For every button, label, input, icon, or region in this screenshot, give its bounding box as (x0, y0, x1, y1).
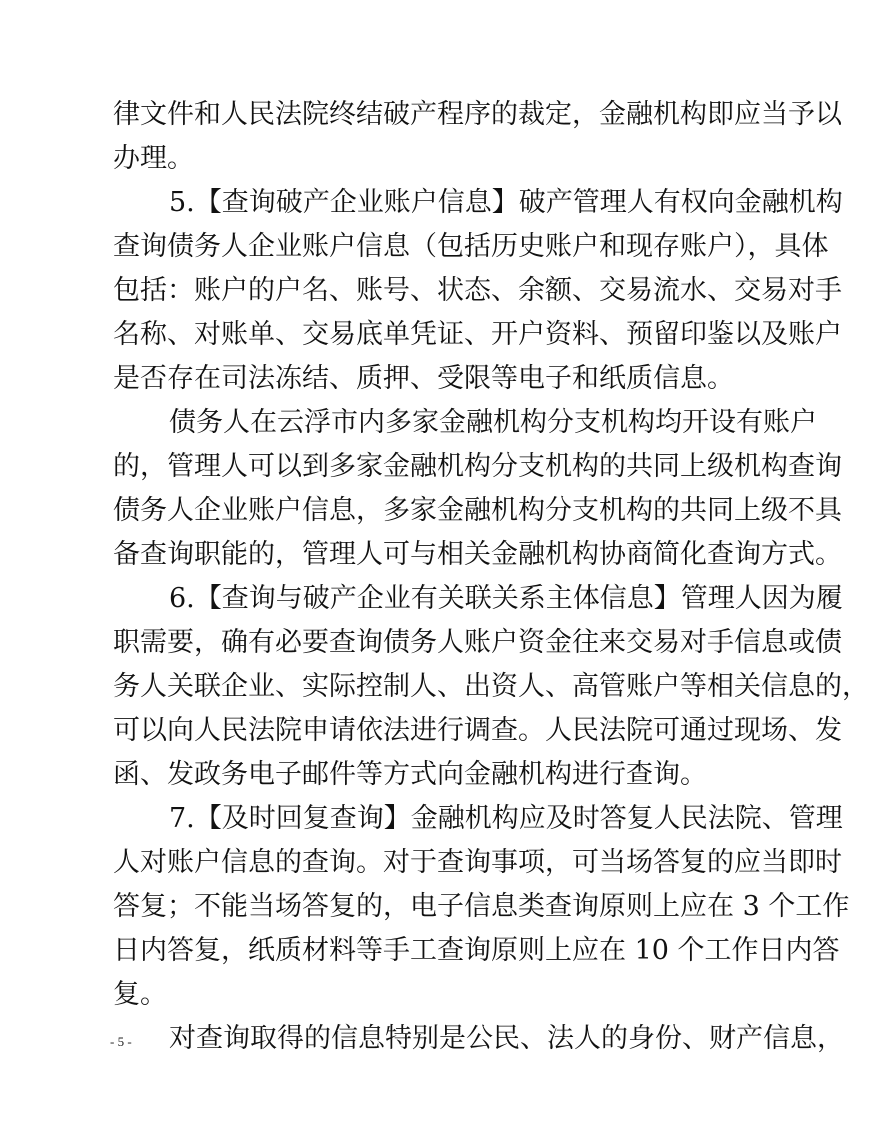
text-line: 人对账户信息的查询。对于查询事项，可当场答复的应当即时 (113, 847, 842, 878)
page-number: - 5 - (110, 1034, 132, 1049)
text-line: 债务人企业账户信息，多家金融机构分支机构的共同上级不具 (113, 495, 842, 526)
text-line: 债务人在云浮市内多家金融机构分支机构均开设有账户 (169, 407, 817, 438)
section-5-heading-line: 5.【查询破产企业账户信息】破产管理人有权向金融机构 (169, 187, 843, 218)
section-6-heading-line: 6.【查询与破产企业有关联关系主体信息】管理人因为履 (169, 583, 843, 614)
text-line: 名称、对账单、交易底单凭证、开户资料、预留印鉴以及账户 (113, 319, 842, 350)
text-line: 包括：账户的户名、账号、状态、余额、交易流水、交易对手 (113, 275, 842, 306)
text-line: 日内答复，纸质材料等手工查询原则上应在 10 个工作日内答 (113, 935, 840, 966)
text-line: 的，管理人可以到多家金融机构分支机构的共同上级机构查询 (113, 451, 842, 482)
text-line: 复。 (113, 979, 167, 1010)
text-line: 备查询职能的，管理人可与相关金融机构协商简化查询方式。 (113, 539, 842, 570)
text-line: 函、发政务电子邮件等方式向金融机构进行查询。 (113, 759, 707, 790)
text-line: 对查询取得的信息特别是公民、法人的身份、财产信息， (169, 1023, 844, 1054)
text-line: 职需要，确有必要查询债务人账户资金往来交易对手信息或债 (113, 627, 842, 658)
section-7-heading-line: 7.【及时回复查询】金融机构应及时答复人民法院、管理 (169, 803, 843, 834)
text-line: 办理。 (113, 143, 194, 174)
text-line: 务人关联企业、实际控制人、出资人、高管账户等相关信息的， (113, 671, 869, 702)
text-line: 答复；不能当场答复的，电子信息类查询原则上应在 3 个工作 (113, 891, 850, 922)
text-line: 律文件和人民法院终结破产程序的裁定，金融机构即应当予以 (113, 99, 842, 130)
text-line: 是否存在司法冻结、质押、受限等电子和纸质信息。 (113, 363, 734, 394)
text-line: 查询债务人企业账户信息（包括历史账户和现存账户），具体 (113, 231, 829, 262)
text-line: 可以向人民法院申请依法进行调查。人民法院可通过现场、发 (113, 715, 842, 746)
